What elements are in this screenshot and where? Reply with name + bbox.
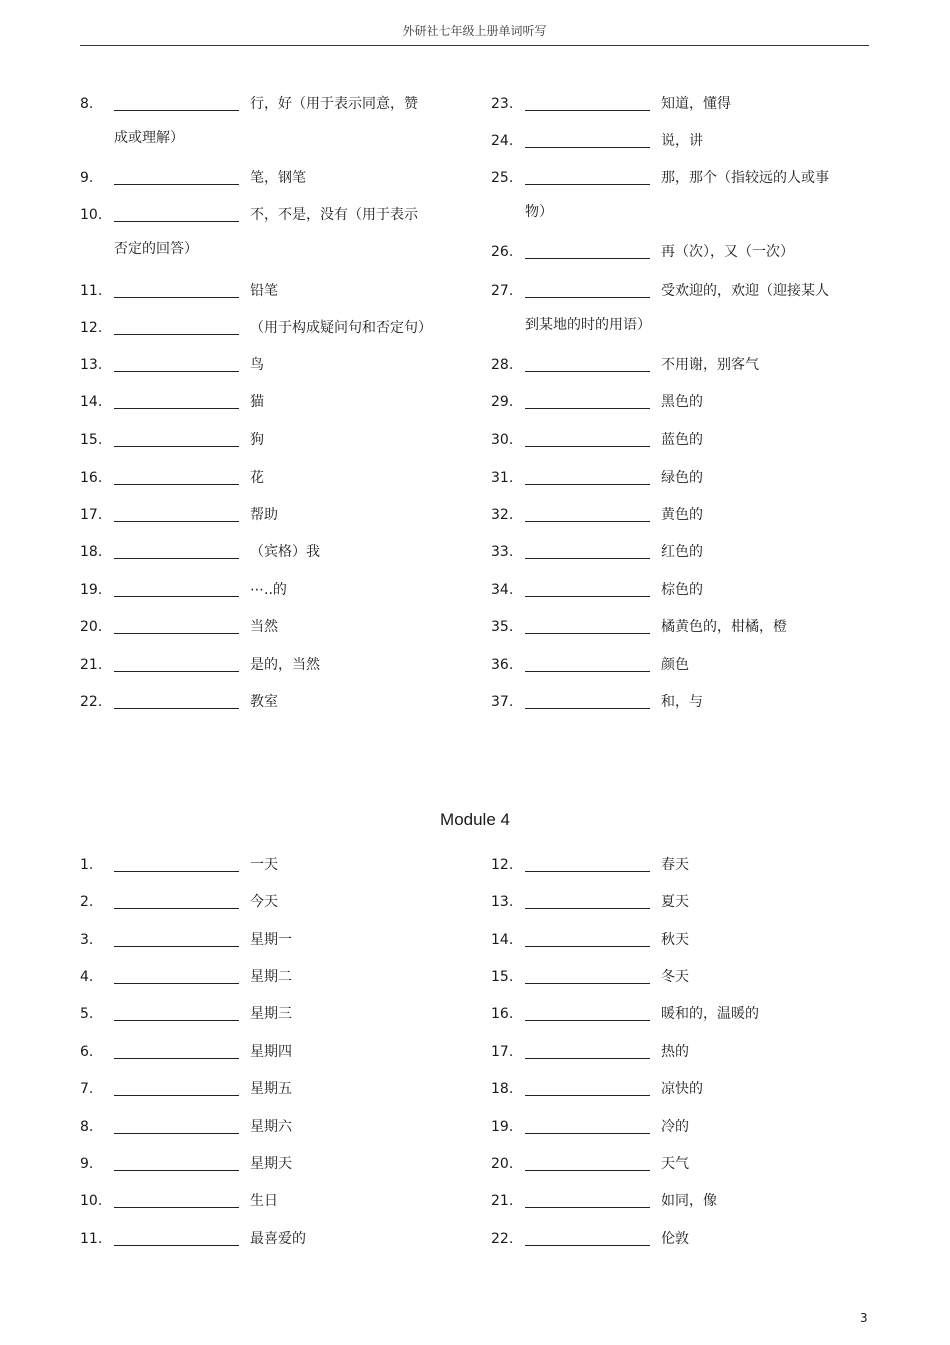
answer-blank[interactable] [525,983,650,984]
answer-blank[interactable] [525,871,650,872]
item-meaning: 黄色的 [661,507,703,523]
item-meaning: 生日 [250,1193,278,1209]
item-number: 37. [491,694,514,710]
item-number: 7. [80,1081,94,1097]
item-number: 18. [80,544,103,560]
item-meaning: 猫 [250,394,264,410]
item-meaning-continued: 成或理解） [114,130,184,146]
item-meaning-continued: 到某地的时的用语） [525,317,651,333]
item-meaning: 说，讲 [661,133,703,149]
item-meaning: 星期天 [250,1156,292,1172]
item-meaning: 不，不是，没有（用于表示 [250,207,418,223]
item-meaning: 春天 [661,857,689,873]
item-number: 17. [80,507,103,523]
item-number: 10. [80,207,103,223]
answer-blank[interactable] [114,983,239,984]
item-meaning: 伦敦 [661,1231,689,1247]
answer-blank[interactable] [114,408,239,409]
item-meaning: 最喜爱的 [250,1231,306,1247]
answer-blank[interactable] [525,521,650,522]
item-number: 3. [80,932,94,948]
section1-left-column [80,94,460,714]
answer-blank[interactable] [114,1058,239,1059]
answer-blank[interactable] [114,110,239,111]
item-meaning: （用于构成疑问句和否定句） [250,320,432,336]
item-number: 21. [80,657,103,673]
answer-blank[interactable] [525,671,650,672]
item-number: 14. [491,932,514,948]
answer-blank[interactable] [525,408,650,409]
item-number: 12. [80,320,103,336]
item-meaning: 狗 [250,432,264,448]
answer-blank[interactable] [525,1207,650,1208]
item-meaning: 不用谢，别客气 [661,357,759,373]
answer-blank[interactable] [114,371,239,372]
answer-blank[interactable] [114,558,239,559]
item-meaning: 鸟 [250,357,264,373]
item-meaning: 再（次），又（一次） [661,244,794,260]
item-meaning: 和，与 [661,694,703,710]
answer-blank[interactable] [114,708,239,709]
item-number: 8. [80,1119,94,1135]
module-title: Module 4 [440,810,510,829]
item-number: 16. [491,1006,514,1022]
item-number: 8. [80,96,94,112]
item-meaning: 那，那个（指较远的人或事 [661,170,829,186]
answer-blank[interactable] [525,110,650,111]
item-meaning: 热的 [661,1044,689,1060]
item-number: 11. [80,1231,103,1247]
module4-left-column [80,855,460,1255]
item-meaning: 橘黄色的，柑橘，橙 [661,619,787,635]
answer-blank[interactable] [525,484,650,485]
item-number: 22. [491,1231,514,1247]
item-meaning: 星期六 [250,1119,292,1135]
item-number: 16. [80,470,103,486]
answer-blank[interactable] [114,633,239,634]
item-number: 24. [491,133,514,149]
item-meaning: 天气 [661,1156,689,1172]
answer-blank[interactable] [525,258,650,259]
item-number: 32. [491,507,514,523]
answer-blank[interactable] [114,1133,239,1134]
page-number: 3 [860,1311,868,1325]
item-meaning: 星期四 [250,1044,292,1060]
answer-blank[interactable] [525,1020,650,1021]
answer-blank[interactable] [114,184,239,185]
item-number: 31. [491,470,514,486]
item-meaning: 是的，当然 [250,657,320,673]
item-number: 30. [491,432,514,448]
item-meaning: 帮助 [250,507,278,523]
item-number: 28. [491,357,514,373]
item-meaning: 棕色的 [661,582,703,598]
item-number: 15. [80,432,103,448]
item-meaning: （宾格）我 [250,544,320,560]
item-meaning: 夏天 [661,894,689,910]
answer-blank[interactable] [525,558,650,559]
answer-blank[interactable] [525,1058,650,1059]
answer-blank[interactable] [114,1207,239,1208]
item-number: 27. [491,283,514,299]
answer-blank[interactable] [114,334,239,335]
item-meaning: 星期五 [250,1081,292,1097]
item-number: 18. [491,1081,514,1097]
item-number: 9. [80,170,94,186]
item-number: 12. [491,857,514,873]
item-number: 1. [80,857,94,873]
answer-blank[interactable] [114,446,239,447]
section1-right-column [491,94,871,714]
answer-blank[interactable] [525,446,650,447]
answer-blank[interactable] [114,908,239,909]
answer-blank[interactable] [525,1133,650,1134]
item-number: 20. [491,1156,514,1172]
answer-blank[interactable] [525,633,650,634]
item-meaning: 冬天 [661,969,689,985]
item-number: 19. [491,1119,514,1135]
item-meaning: 星期三 [250,1006,292,1022]
item-number: 23. [491,96,514,112]
item-number: 35. [491,619,514,635]
answer-blank[interactable] [114,521,239,522]
item-meaning: 冷的 [661,1119,689,1135]
item-meaning-continued: 否定的回答） [114,241,198,257]
answer-blank[interactable] [525,184,650,185]
answer-blank[interactable] [525,596,650,597]
answer-blank[interactable] [114,1095,239,1096]
item-number: 11. [80,283,103,299]
item-meaning: 秋天 [661,932,689,948]
item-meaning: 凉快的 [661,1081,703,1097]
item-number: 4. [80,969,94,985]
item-meaning: 红色的 [661,544,703,560]
item-number: 15. [491,969,514,985]
answer-blank[interactable] [114,671,239,672]
item-number: 20. [80,619,103,635]
item-number: 5. [80,1006,94,1022]
item-number: 29. [491,394,514,410]
item-meaning: 黑色的 [661,394,703,410]
item-number: 26. [491,244,514,260]
answer-blank[interactable] [114,1020,239,1021]
answer-blank[interactable] [114,871,239,872]
item-meaning: 花 [250,470,264,486]
item-meaning-continued: 物） [525,204,553,220]
answer-blank[interactable] [114,1245,239,1246]
item-number: 6. [80,1044,94,1060]
answer-blank[interactable] [525,147,650,148]
item-number: 21. [491,1193,514,1209]
item-number: 10. [80,1193,103,1209]
item-number: 13. [80,357,103,373]
item-meaning: 知道，懂得 [661,96,731,112]
item-meaning: 暖和的，温暖的 [661,1006,759,1022]
item-number: 14. [80,394,103,410]
item-meaning: 行，好（用于表示同意，赞 [250,96,418,112]
item-number: 2. [80,894,94,910]
item-number: 13. [491,894,514,910]
item-number: 9. [80,1156,94,1172]
item-meaning: 星期一 [250,932,292,948]
answer-blank[interactable] [525,297,650,298]
answer-blank[interactable] [114,484,239,485]
page-header: 外研社七年级上册单词听写 [80,20,869,46]
item-number: 22. [80,694,103,710]
answer-blank[interactable] [525,1245,650,1246]
item-meaning: 星期二 [250,969,292,985]
answer-blank[interactable] [114,1170,239,1171]
item-meaning: 一天 [250,857,278,873]
answer-blank[interactable] [525,1170,650,1171]
answer-blank[interactable] [114,297,239,298]
item-number: 34. [491,582,514,598]
item-number: 33. [491,544,514,560]
item-meaning: 绿色的 [661,470,703,486]
item-meaning: 当然 [250,619,278,635]
module4-right-column [491,855,871,1255]
item-meaning: 教室 [250,694,278,710]
item-meaning: 如同，像 [661,1193,717,1209]
answer-blank[interactable] [525,946,650,947]
answer-blank[interactable] [525,1095,650,1096]
item-number: 19. [80,582,103,598]
item-meaning: 受欢迎的，欢迎（迎接某人 [661,283,829,299]
answer-blank[interactable] [525,708,650,709]
item-meaning: 笔，钢笔 [250,170,306,186]
answer-blank[interactable] [114,596,239,597]
answer-blank[interactable] [525,371,650,372]
answer-blank[interactable] [525,908,650,909]
answer-blank[interactable] [114,946,239,947]
item-number: 36. [491,657,514,673]
item-meaning: 蓝色的 [661,432,703,448]
item-meaning: 今天 [250,894,278,910]
item-meaning: ⋯..的 [250,582,287,598]
item-number: 25. [491,170,514,186]
item-meaning: 颜色 [661,657,689,673]
item-meaning: 铅笔 [250,283,278,299]
item-number: 17. [491,1044,514,1060]
answer-blank[interactable] [114,221,239,222]
